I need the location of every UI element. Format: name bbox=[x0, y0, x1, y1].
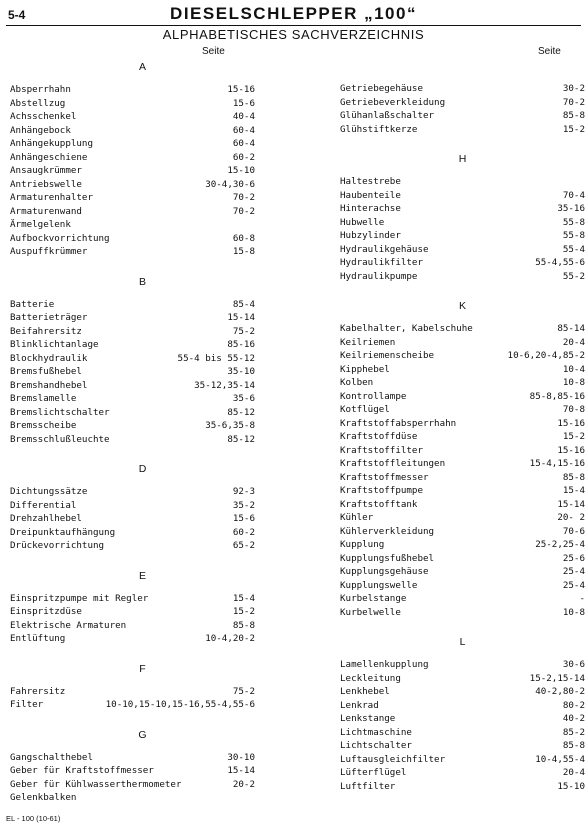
index-entry bbox=[340, 363, 585, 377]
index-term: Glühstiftkerze bbox=[340, 123, 418, 135]
index-page-ref: 70-6 bbox=[562, 525, 585, 537]
index-entry bbox=[10, 97, 255, 111]
index-term: Ärmelgelenk bbox=[10, 219, 71, 230]
index-term: Hubzylinder bbox=[340, 230, 401, 241]
index-term: Absperrhahn bbox=[10, 84, 71, 95]
index-entry bbox=[340, 417, 585, 431]
index-page-ref: 40-2,80-2 bbox=[535, 686, 585, 697]
index-term: Dreipunktaufhängung bbox=[10, 526, 116, 538]
index-page-ref: 60-2 bbox=[232, 526, 255, 538]
index-entry bbox=[10, 406, 255, 420]
index-entry bbox=[10, 365, 255, 379]
index-page-ref: 15-8 bbox=[232, 246, 255, 257]
index-entry bbox=[340, 256, 585, 270]
index-page-ref: 35-10 bbox=[227, 366, 255, 377]
index-entry bbox=[340, 592, 585, 606]
index-page-ref: 15-4 bbox=[232, 592, 255, 604]
index-page-ref: 20-2 bbox=[232, 778, 255, 790]
index-section bbox=[10, 60, 255, 259]
index-page-ref: 60-8 bbox=[232, 232, 255, 244]
title-rule bbox=[6, 25, 581, 26]
index-entry bbox=[10, 178, 255, 192]
index-entry bbox=[10, 245, 255, 259]
index-entry bbox=[10, 632, 255, 646]
index-term: Kraftstoffpumpe bbox=[340, 485, 423, 496]
index-entry bbox=[340, 672, 585, 686]
index-entry bbox=[340, 753, 585, 767]
index-page-ref: 15-2 bbox=[562, 431, 585, 442]
section-letter: F bbox=[139, 662, 146, 675]
index-term: Lichtmaschine bbox=[340, 726, 412, 738]
index-page-ref: 10-4,20-2 bbox=[205, 633, 255, 644]
index-page-ref: 30-10 bbox=[227, 751, 255, 763]
index-page-ref: 55-4 bbox=[562, 243, 585, 255]
index-entry bbox=[340, 96, 585, 110]
index-term: Geber für Kraftstoffmesser bbox=[10, 765, 154, 776]
index-entry bbox=[10, 751, 255, 765]
index-entry bbox=[10, 151, 255, 165]
index-page-ref: 70-2 bbox=[232, 205, 255, 217]
index-term: Abstellzug bbox=[10, 97, 66, 109]
index-entry bbox=[340, 471, 585, 485]
section-letter: D bbox=[138, 463, 147, 475]
index-term: Kurbelstange bbox=[340, 593, 407, 604]
index-page-ref: 15-2 bbox=[562, 123, 585, 135]
index-term: Entlüftung bbox=[10, 633, 66, 644]
index-page-ref: 92-3 bbox=[232, 486, 255, 497]
index-term: Filter bbox=[10, 699, 44, 710]
index-term: Kontrollampe bbox=[340, 390, 407, 402]
index-term: Auspuffkrümmer bbox=[10, 246, 88, 257]
index-term: Kraftstoffdüse bbox=[340, 431, 418, 442]
index-term: Bremsscheibe bbox=[10, 420, 77, 431]
index-page-ref: 15-4,15-16 bbox=[529, 458, 585, 469]
index-entry bbox=[340, 685, 585, 699]
index-term: Kupplungsfußhebel bbox=[340, 552, 435, 564]
index-term: Kraftstoffmesser bbox=[340, 471, 429, 483]
index-page-ref: 15-16 bbox=[227, 84, 255, 95]
index-term: Differential bbox=[10, 499, 77, 511]
seite-label-right: Seite bbox=[538, 46, 561, 57]
index-entry bbox=[10, 311, 255, 325]
index-entry bbox=[340, 699, 585, 713]
index-entry bbox=[340, 216, 585, 230]
index-term: Kipphebel bbox=[340, 363, 390, 375]
index-term: Keilriemen bbox=[340, 336, 396, 348]
index-entry bbox=[10, 764, 255, 778]
index-term: Kurbelwelle bbox=[340, 606, 401, 618]
page-title: DIESELSCHLEPPER „100“ bbox=[170, 4, 417, 23]
index-entry bbox=[10, 698, 255, 712]
index-term: Bremslamelle bbox=[10, 393, 77, 404]
index-page-ref: 15-10 bbox=[227, 165, 255, 176]
index-term: Ansaugkrümmer bbox=[10, 165, 82, 176]
index-page-ref: 60-4 bbox=[232, 138, 255, 149]
page-number: 5-4 bbox=[8, 8, 26, 22]
index-term: Aufbockvorrichtung bbox=[10, 232, 110, 244]
index-page-ref: 25-4 bbox=[562, 566, 585, 577]
index-page-ref: 25-6 bbox=[562, 552, 585, 564]
index-column-left bbox=[10, 60, 255, 805]
index-term: Blinklichtanlage bbox=[10, 339, 99, 350]
index-term: Glühanlaßschalter bbox=[340, 110, 435, 121]
index-entry bbox=[340, 202, 585, 216]
index-page-ref: 15-2,15-14 bbox=[529, 672, 585, 684]
index-entry bbox=[340, 525, 585, 539]
index-column-right bbox=[340, 60, 585, 793]
index-page-ref: 15-4 bbox=[562, 485, 585, 496]
index-entry bbox=[340, 336, 585, 350]
index-term: Haltestrebe bbox=[340, 176, 401, 187]
index-term: Kupplungsgehäuse bbox=[340, 566, 429, 577]
index-term: Armaturenwand bbox=[10, 205, 82, 217]
index-term: Lenkhebel bbox=[340, 686, 390, 697]
index-page-ref: 85-8,85-16 bbox=[529, 390, 585, 402]
index-entry bbox=[340, 538, 585, 552]
index-entry bbox=[10, 512, 255, 526]
index-page-ref: 15-6 bbox=[232, 513, 255, 524]
index-entry bbox=[340, 484, 585, 498]
index-section bbox=[10, 662, 255, 712]
index-term: Lüfterflügel bbox=[340, 767, 407, 778]
index-entry bbox=[340, 123, 585, 137]
index-term: Kraftstofftank bbox=[340, 498, 418, 510]
index-entry bbox=[10, 485, 255, 499]
index-term: Anhängebock bbox=[10, 124, 71, 136]
index-entry bbox=[10, 592, 255, 606]
index-entry bbox=[340, 322, 585, 336]
index-page-ref: 10-8 bbox=[562, 606, 585, 618]
index-page-ref: 10-4,55-4 bbox=[535, 753, 585, 765]
index-entry bbox=[340, 565, 585, 579]
index-entry bbox=[340, 349, 585, 363]
index-section bbox=[340, 60, 585, 136]
index-term: Luftausgleichfilter bbox=[340, 753, 446, 765]
section-letter: L bbox=[459, 636, 466, 648]
index-page-ref: 85-2 bbox=[562, 726, 585, 738]
index-term: Einspritzdüse bbox=[10, 606, 82, 617]
index-term: Kühlerverkleidung bbox=[340, 525, 435, 537]
section-letter: G bbox=[138, 728, 147, 741]
index-term: Lichtschalter bbox=[340, 740, 412, 751]
index-page-ref: 70-2 bbox=[232, 192, 255, 203]
page-subtitle: ALPHABETISCHES SACHVERZEICHNIS bbox=[162, 27, 425, 42]
index-term: Kraftstoffilter bbox=[340, 444, 423, 456]
index-entry bbox=[10, 499, 255, 513]
index-term: Geber für Kühlwasserthermometer bbox=[10, 778, 182, 790]
index-term: Dichtungssätze bbox=[10, 486, 88, 497]
index-page-ref: 65-2 bbox=[232, 540, 255, 551]
index-term: Kraftstoffleitungen bbox=[340, 458, 446, 469]
index-term: Hinterachse bbox=[340, 203, 401, 214]
index-term: Getriebeverkleidung bbox=[340, 96, 446, 108]
index-term: Armaturenhalter bbox=[10, 192, 93, 203]
index-page-ref: 35-6 bbox=[232, 393, 255, 404]
index-page-ref: 85-8 bbox=[562, 740, 585, 751]
index-page-ref: 35-2 bbox=[232, 499, 255, 511]
index-page-ref: 10-4 bbox=[562, 363, 585, 375]
section-letter: A bbox=[138, 61, 146, 73]
index-entry bbox=[340, 229, 585, 243]
index-page-ref: 70-8 bbox=[562, 404, 585, 415]
index-page-ref: 10-6,20-4,85-2 bbox=[507, 350, 585, 361]
index-entry bbox=[340, 712, 585, 726]
index-term: Kupplung bbox=[340, 539, 385, 550]
index-page-ref: 55-8 bbox=[562, 216, 585, 228]
index-entry bbox=[10, 83, 255, 97]
index-term: Drückevorrichtung bbox=[10, 540, 105, 551]
section-letter: B bbox=[138, 275, 146, 288]
index-page-ref: 85-8 bbox=[562, 110, 585, 121]
index-entry bbox=[340, 579, 585, 593]
index-page-ref: 15-16 bbox=[557, 417, 585, 429]
index-term: Lamellenkupplung bbox=[340, 659, 429, 670]
index-term: Bremsfußhebel bbox=[10, 366, 82, 377]
index-entry bbox=[10, 232, 255, 246]
index-page-ref: 85-12 bbox=[227, 406, 255, 418]
index-term: Batterieträger bbox=[10, 312, 88, 323]
index-term: Bremsschlußleuchte bbox=[10, 433, 110, 445]
index-entry bbox=[340, 82, 585, 96]
index-entry bbox=[340, 189, 585, 203]
index-entry bbox=[10, 619, 255, 633]
index-page-ref: 85-8 bbox=[232, 619, 255, 631]
index-term: Einspritzpumpe mit Regler bbox=[10, 592, 149, 604]
index-term: Drehzahlhebel bbox=[10, 513, 82, 524]
index-page-ref: 15-14 bbox=[227, 765, 255, 776]
index-entry bbox=[10, 526, 255, 540]
index-page-ref: 15-16 bbox=[557, 444, 585, 456]
index-page-ref: 75-2 bbox=[232, 325, 255, 337]
index-page-ref: 30-6 bbox=[562, 659, 585, 670]
index-term: Anhängeschiene bbox=[10, 151, 88, 163]
index-entry bbox=[340, 606, 585, 620]
index-term: Hydraulikfilter bbox=[340, 257, 423, 268]
index-page-ref: 40-4 bbox=[232, 111, 255, 122]
index-term: Fahrersitz bbox=[10, 685, 66, 697]
index-entry bbox=[10, 352, 255, 366]
seite-label-left: Seite bbox=[202, 46, 225, 57]
index-entry bbox=[340, 376, 585, 390]
index-term: Beifahrersitz bbox=[10, 325, 82, 337]
index-page-ref: 70-4 bbox=[562, 189, 585, 201]
footer-code: EL - 100 (10-61) bbox=[6, 814, 61, 823]
index-page-ref: 85-8 bbox=[562, 471, 585, 483]
index-entry bbox=[340, 175, 585, 189]
index-page-ref: 25-4 bbox=[562, 579, 585, 591]
index-term: Kabelhalter, Kabelschuhe bbox=[340, 323, 473, 334]
index-page-ref: 20- 2 bbox=[557, 512, 585, 523]
index-term: Kupplungswelle bbox=[340, 579, 418, 591]
index-entry bbox=[10, 205, 255, 219]
index-page-ref: 60-2 bbox=[232, 151, 255, 163]
index-entry bbox=[10, 392, 255, 406]
index-term: Luftfilter bbox=[340, 780, 396, 792]
index-term: Anhängekupplung bbox=[10, 138, 93, 149]
index-page-ref: 15-2 bbox=[232, 606, 255, 617]
index-page-ref: 75-2 bbox=[232, 685, 255, 697]
index-entry bbox=[10, 605, 255, 619]
index-term: Leckleitung bbox=[340, 672, 401, 684]
index-page-ref: 15-14 bbox=[227, 312, 255, 323]
index-entry bbox=[340, 726, 585, 740]
index-term: Hubwelle bbox=[340, 216, 385, 228]
index-entry bbox=[340, 511, 585, 525]
index-page-ref: 85-4 bbox=[232, 298, 255, 310]
index-page-ref: 55-8 bbox=[562, 230, 585, 241]
index-entry bbox=[340, 457, 585, 471]
index-entry bbox=[340, 444, 585, 458]
index-page-ref: 55-4,55-6 bbox=[535, 257, 585, 268]
index-page-ref: 20-4 bbox=[562, 767, 585, 778]
index-page-ref: 35-6,35-8 bbox=[205, 420, 255, 431]
index-page-ref: 70-2 bbox=[562, 96, 585, 108]
section-letter: E bbox=[138, 569, 146, 582]
index-entry bbox=[10, 539, 255, 553]
index-entry bbox=[340, 739, 585, 753]
index-entry bbox=[340, 390, 585, 404]
index-term: Bremslichtschalter bbox=[10, 406, 110, 418]
index-term: Bremshandhebel bbox=[10, 379, 88, 391]
index-page-ref: 15-6 bbox=[232, 97, 255, 109]
index-term: Kraftstoffabsperrhahn bbox=[340, 417, 457, 429]
index-entry bbox=[340, 780, 585, 794]
index-entry bbox=[10, 791, 255, 805]
index-section bbox=[10, 462, 255, 553]
index-page-ref: - bbox=[579, 593, 585, 604]
index-entry bbox=[340, 270, 585, 284]
index-section bbox=[340, 152, 585, 283]
index-page-ref: 15-14 bbox=[557, 498, 585, 510]
index-entry bbox=[340, 766, 585, 780]
index-entry bbox=[10, 164, 255, 178]
index-section bbox=[340, 299, 585, 619]
index-page-ref: 55-4 bis 55-12 bbox=[177, 352, 255, 364]
index-page-ref: 35-12,35-14 bbox=[194, 379, 255, 391]
index-term: Getriebegehäuse bbox=[340, 83, 423, 94]
section-letter: K bbox=[458, 300, 466, 312]
index-term: Haubenteile bbox=[340, 189, 401, 201]
index-section bbox=[10, 728, 255, 805]
index-entry bbox=[10, 191, 255, 205]
index-page-ref: 30-2 bbox=[562, 83, 585, 94]
index-entry bbox=[10, 218, 255, 232]
index-page-ref: 15-10 bbox=[557, 780, 585, 792]
index-entry bbox=[10, 778, 255, 792]
index-term: Lenkrad bbox=[340, 699, 379, 711]
index-term: Keilriemenscheibe bbox=[340, 350, 435, 361]
index-page-ref: 40-2 bbox=[562, 713, 585, 724]
index-page-ref: 85-14 bbox=[557, 323, 585, 334]
section-letter: H bbox=[458, 153, 467, 165]
index-section bbox=[10, 275, 255, 447]
index-term: Lenkstange bbox=[340, 713, 396, 724]
index-term: Blockhydraulik bbox=[10, 352, 88, 364]
index-section bbox=[340, 635, 585, 793]
index-term: Hydraulikpumpe bbox=[340, 270, 418, 282]
index-entry bbox=[10, 137, 255, 151]
index-entry bbox=[340, 552, 585, 566]
index-term: Kolben bbox=[340, 377, 374, 388]
index-term: Elektrische Armaturen bbox=[10, 619, 127, 631]
index-entry bbox=[10, 433, 255, 447]
index-term: Antriebswelle bbox=[10, 178, 82, 190]
index-entry bbox=[340, 658, 585, 672]
index-page-ref: 10-10,15-10,15-16,55-4,55-6 bbox=[105, 699, 255, 710]
index-term: Kühler bbox=[340, 512, 374, 523]
index-entry bbox=[10, 298, 255, 312]
index-entry bbox=[10, 685, 255, 699]
index-term: Hydraulikgehäuse bbox=[340, 243, 429, 255]
index-entry bbox=[10, 325, 255, 339]
index-term: Achsschenkel bbox=[10, 111, 77, 122]
index-term: Kotflügel bbox=[340, 404, 390, 415]
index-entry bbox=[340, 403, 585, 417]
index-page-ref: 20-4 bbox=[562, 336, 585, 348]
index-term: Batterie bbox=[10, 298, 55, 310]
index-term: Gelenkbalken bbox=[10, 792, 77, 803]
index-page-ref: 85-12 bbox=[227, 433, 255, 445]
index-page-ref: 55-2 bbox=[562, 270, 585, 282]
index-entry bbox=[340, 243, 585, 257]
index-entry bbox=[340, 109, 585, 123]
index-term: Gangschalthebel bbox=[10, 751, 93, 763]
index-page-ref: 35-16 bbox=[557, 203, 585, 214]
index-entry bbox=[10, 379, 255, 393]
index-section bbox=[10, 569, 255, 646]
index-page-ref: 85-16 bbox=[227, 339, 255, 350]
index-page-ref: 60-4 bbox=[232, 124, 255, 136]
index-entry bbox=[10, 419, 255, 433]
index-entry bbox=[10, 338, 255, 352]
index-entry bbox=[10, 124, 255, 138]
index-entry bbox=[340, 498, 585, 512]
index-entry bbox=[10, 110, 255, 124]
index-page-ref: 10-8 bbox=[562, 377, 585, 388]
index-page-ref: 25-2,25-4 bbox=[535, 539, 585, 550]
index-page-ref: 30-4,30-6 bbox=[205, 178, 255, 190]
index-page-ref: 80-2 bbox=[562, 699, 585, 711]
index-entry bbox=[340, 430, 585, 444]
